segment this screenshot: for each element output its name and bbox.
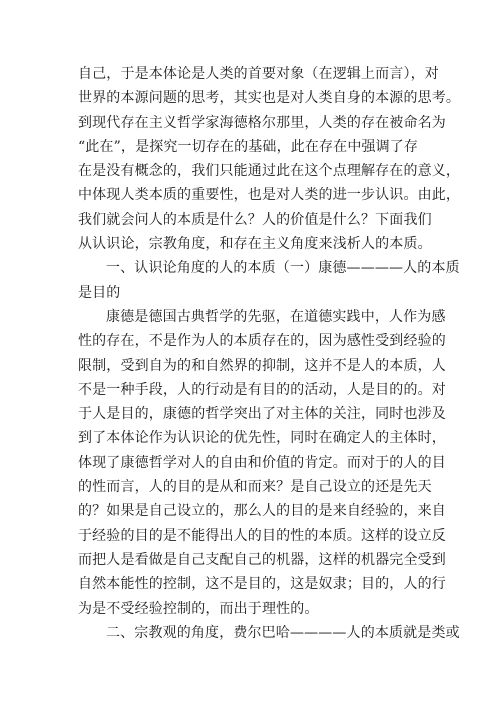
text-line: 到了本体论作为认识论的优先性，同时在确定人的主体时， [78, 430, 446, 447]
text-line: 限制，受到自为的和自然界的抑制，这并不是人的本质，人 [78, 357, 446, 374]
body-text [78, 62, 461, 645]
text-line: 自己，于是本体论是人类的首要对象（在逻辑上而言），对 [78, 66, 439, 82]
text-line: 到现代存在主义哲学家海德格尔那里，人类的存在被命名为 [78, 114, 446, 131]
text-line: 是目的 [78, 284, 121, 301]
text-line: 性的存在，不是作为人的本质存在的，因为感性受到经验的 [78, 333, 446, 350]
paragraph-first-line: 康德是德国古典哲学的先驱，在道德实践中，人作为感 [106, 308, 446, 325]
text-line: 于人是目的，康德的哲学突出了对主体的关注，同时也涉及 [78, 406, 446, 423]
text-line: “此在”，是探究一切存在的基础，此在存在中强调了存 [78, 138, 419, 155]
text-line: 于经验的目的是不能得出人的目的性的本质。这样的设立反 [78, 527, 446, 544]
text-line: 不是一种手段，人的行动是有目的的活动，人是目的的。对 [78, 381, 446, 398]
text-line: 我们就会问人的本质是什么？人的价值是什么？下面我们 [78, 211, 432, 228]
text-line: 世界的本源问题的思考，其实也是对人类自身的本源的思考。 [78, 90, 461, 107]
text-line: 中体现人类本质的重要性，也是对人类的进一步认识。由此， [78, 187, 461, 204]
text-line: 的性而言，人的目的是从和而来？是自己设立的还是先天 [78, 479, 432, 496]
text-line: 体现了康德哲学对人的自由和价值的肯定。而对于的人的目 [78, 454, 446, 471]
text-line: 在是没有概念的，我们只能通过此在这个点理解存在的意义， [78, 163, 461, 180]
text-line: 从认识论，宗教角度，和存在主义角度来浅析人的本质。 [78, 236, 432, 253]
text-line: 为是不受经验控制的，而出于理性的。 [78, 600, 319, 617]
paragraph-first-line: 一、认识论角度的人的本质（一）康德————人的本质 [106, 260, 460, 277]
text-line: 自然本能性的控制，这不是目的，这是奴隶；目的，人的行 [78, 576, 446, 593]
paragraph-first-line: 二、宗教观的角度，费尔巴哈————人的本质就是类或 [106, 624, 460, 641]
text-line: 而把人是看做是自己支配自己的机器，这样的机器完全受到 [78, 551, 446, 568]
text-line: 的？如果是自己设立的，那么人的目的是来自经验的，来自 [78, 503, 446, 520]
